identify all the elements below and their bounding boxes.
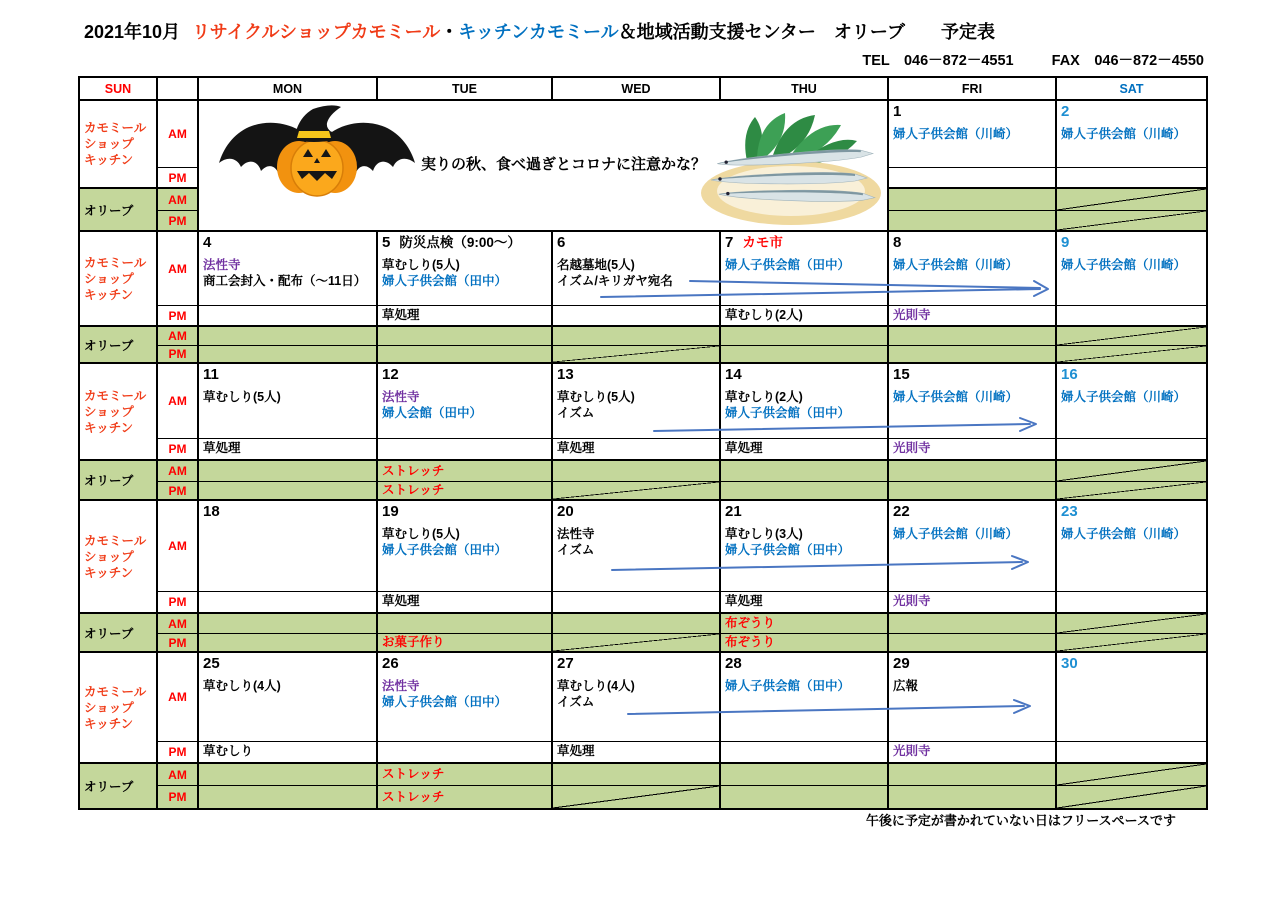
olive-am-day-6 (553, 327, 721, 346)
schedule-entry: 草むしり(5人) (382, 258, 460, 272)
olive-pm-day-22 (889, 634, 1057, 653)
olive-am-day-9 (1057, 327, 1206, 346)
shop-kitchen-label-week5 (80, 653, 158, 764)
olive-am-day-11 (199, 461, 378, 482)
shop-label-line: カモミール (84, 121, 147, 135)
olive-label-week5: オリーブ (80, 764, 158, 808)
header-TUE: TUE (378, 78, 553, 101)
olive-pm-day-16 (1057, 482, 1206, 501)
olive-pm-day-29 (889, 786, 1057, 808)
olive-pm-day-21 (721, 634, 889, 653)
day-25-am-cell (199, 653, 378, 742)
olive-pm-day-23 (1057, 634, 1206, 653)
date-note-5: 防災点検（9:00～） (399, 235, 521, 250)
day-12-am-cell (378, 364, 553, 439)
schedule-entry: 草むしり(5人) (557, 390, 635, 404)
day-11-pm-cell (199, 439, 378, 461)
olive-am-day-25 (199, 764, 378, 786)
olive-pm-day-8 (889, 346, 1057, 364)
schedule-entry: 法性寺 (382, 679, 420, 693)
olive-pm-day-4 (199, 346, 378, 364)
am-label-week3: AM (158, 364, 199, 439)
shop-label-line: キッチン (84, 287, 134, 302)
schedule-entry: ストレッチ (382, 483, 445, 498)
olive-pm-day-18 (199, 634, 378, 653)
day-25-pm-cell (199, 742, 378, 764)
olive-pm-day-1 (889, 211, 1057, 232)
schedule-entry: 婦人子供会館（川崎） (1061, 527, 1187, 541)
schedule-entry: 婦人子供会館（川崎） (893, 127, 1019, 141)
day-8-am-cell (889, 232, 1057, 306)
am-label-week1: AM (158, 101, 199, 168)
shop-label-line: キッチン (84, 565, 134, 580)
olive-pm-day-11 (199, 482, 378, 501)
schedule-entry: 婦人子供会館（川崎） (893, 258, 1019, 272)
shop-label-line: カモミール (84, 684, 147, 699)
olive-am-day-18 (199, 614, 378, 634)
day-1-pm-cell (889, 168, 1057, 189)
header-spacer (158, 78, 199, 101)
schedule-entry: 婦人子供会館（川崎） (1061, 127, 1187, 141)
olive-am-day-13 (553, 461, 721, 482)
day-1-am-cell (889, 101, 1057, 168)
olive-pm-day-15 (889, 482, 1057, 501)
olive-pm-day-6 (553, 346, 721, 364)
olive-am-day-20 (553, 614, 721, 634)
halloween-bat-pumpkin-icon (211, 105, 423, 197)
schedule-entry: 草処理 (557, 744, 595, 758)
shop-kitchen-label-week4 (80, 501, 158, 614)
olive-am-day-8 (889, 327, 1057, 346)
week1-banner-cell (199, 101, 889, 232)
schedule-entry: 草むしり (203, 744, 254, 758)
olive-am-label-week2: AM (158, 327, 199, 346)
olive-pm-day-13 (553, 482, 721, 501)
olive-am-label-week1: AM (158, 189, 199, 211)
day-13-pm-cell (553, 439, 721, 461)
day-9-am-cell (1057, 232, 1206, 306)
title-year-month: 2021年10月 (84, 22, 181, 42)
header-MON: MON (199, 78, 378, 101)
date-number-16: 16 (1061, 366, 1078, 383)
shop-label-line: ショップ (84, 137, 134, 151)
schedule-entry: 草むしり(5人) (203, 390, 281, 404)
schedule-entry: 法性寺 (557, 527, 595, 541)
olive-am-label-week4: AM (158, 614, 199, 634)
date-number-19: 19 (382, 503, 399, 520)
day-26-pm-cell (378, 742, 553, 764)
schedule-entry: 婦人子供会館（田中） (382, 274, 508, 288)
schedule-entry: 婦人子供会館（田中） (725, 406, 851, 420)
title-rest: ＆地域活動支援センター オリーブ 予定表 (618, 22, 995, 42)
olive-pm-label-week3: PM (158, 482, 199, 501)
olive-am-day-27 (553, 764, 721, 786)
day-23-pm-cell (1057, 592, 1206, 614)
olive-pm-label-week1: PM (158, 211, 199, 232)
olive-am-day-19 (378, 614, 553, 634)
pm-label-week3: PM (158, 439, 199, 461)
date-number-4: 4 (203, 234, 212, 251)
olive-label-week1: オリーブ (80, 189, 158, 232)
day-27-am-cell (553, 653, 721, 742)
pm-label-week5: PM (158, 742, 199, 764)
date-number-21: 21 (725, 503, 742, 520)
shop-label-line: キッチン (84, 716, 134, 731)
day-16-pm-cell (1057, 439, 1206, 461)
schedule-entry: 婦人子供会館（田中） (725, 543, 851, 557)
olive-am-day-26 (378, 764, 553, 786)
olive-pm-day-14 (721, 482, 889, 501)
olive-pm-day-25 (199, 786, 378, 808)
day-29-am-cell (889, 653, 1057, 742)
schedule-entry: 法性寺 (203, 258, 241, 272)
day-22-am-cell (889, 501, 1057, 592)
header-SAT: SAT (1057, 78, 1206, 101)
shop-label-line: カモミール (84, 388, 147, 403)
day-2-am-cell (1057, 101, 1206, 168)
olive-label-week2: オリーブ (80, 327, 158, 364)
day-20-pm-cell (553, 592, 721, 614)
schedule-entry: 婦人会館（田中） (382, 406, 483, 420)
schedule-entry: 草むしり(2人) (725, 390, 803, 404)
day-5-am-cell (378, 232, 553, 306)
header-THU: THU (721, 78, 889, 101)
am-label-week4: AM (158, 501, 199, 592)
olive-am-day-2 (1057, 189, 1206, 211)
schedule-entry: イズム (557, 695, 595, 709)
am-label-week2: AM (158, 232, 199, 306)
date-number-29: 29 (893, 655, 910, 672)
olive-pm-day-7 (721, 346, 889, 364)
day-9-pm-cell (1057, 306, 1206, 327)
olive-pm-day-27 (553, 786, 721, 808)
schedule-entry: 婦人子供会館（田中） (382, 695, 508, 709)
schedule-entry: 草処理 (725, 441, 763, 455)
day-5-pm-cell (378, 306, 553, 327)
day-20-am-cell (553, 501, 721, 592)
header-FRI: FRI (889, 78, 1057, 101)
schedule-entry: 草むしり(4人) (557, 679, 635, 693)
schedule-entry: 光則寺 (893, 308, 931, 322)
olive-pm-day-12 (378, 482, 553, 501)
schedule-entry: 婦人子供会館（田中） (382, 543, 508, 557)
day-8-pm-cell (889, 306, 1057, 327)
date-number-26: 26 (382, 655, 399, 672)
schedule-entry: 草処理 (557, 441, 595, 455)
olive-am-day-1 (889, 189, 1057, 211)
fax-number: FAX 046－872－4550 (1051, 53, 1204, 69)
date-number-15: 15 (893, 366, 910, 383)
schedule-entry: ストレッチ (382, 463, 445, 478)
date-number-27: 27 (557, 655, 574, 672)
shop-label-line: ショップ (84, 271, 134, 286)
footnote: 午後に予定が書かれていない日はフリースペースです (865, 813, 1176, 828)
olive-am-day-23 (1057, 614, 1206, 634)
day-28-am-cell (721, 653, 889, 742)
date-number-22: 22 (893, 503, 910, 520)
date-number-8: 8 (893, 234, 902, 251)
shop-kitchen-label-week1 (80, 101, 158, 189)
olive-am-day-5 (378, 327, 553, 346)
schedule-entry: 草処理 (382, 594, 420, 608)
pm-label-week4: PM (158, 592, 199, 614)
shop-kitchen-label-week3 (80, 364, 158, 461)
schedule-entry: 広報 (893, 679, 919, 693)
olive-am-day-22 (889, 614, 1057, 634)
day-26-am-cell (378, 653, 553, 742)
day-6-am-cell (553, 232, 721, 306)
day-18-am-cell (199, 501, 378, 592)
day-4-pm-cell (199, 306, 378, 327)
date-number-28: 28 (725, 655, 742, 672)
date-number-30: 30 (1061, 655, 1078, 672)
day-16-am-cell (1057, 364, 1206, 439)
title-separator: ・ (440, 22, 459, 42)
date-number-18: 18 (203, 503, 220, 520)
day-14-am-cell (721, 364, 889, 439)
olive-am-day-28 (721, 764, 889, 786)
schedule-entry: 婦人子供会館（川崎） (893, 527, 1019, 541)
date-number-14: 14 (725, 366, 742, 383)
header-WED: WED (553, 78, 721, 101)
date-number-1: 1 (893, 103, 902, 120)
date-number-6: 6 (557, 234, 566, 251)
olive-am-day-7 (721, 327, 889, 346)
olive-label-week3: オリーブ (80, 461, 158, 501)
shop-label-line: キッチン (84, 420, 134, 435)
page-title (84, 18, 995, 44)
schedule-entry: ストレッチ (382, 789, 445, 804)
day-7-am-cell (721, 232, 889, 306)
day-19-pm-cell (378, 592, 553, 614)
date-number-13: 13 (557, 366, 574, 383)
schedule-entry: 草むしり(2人) (725, 308, 803, 322)
schedule-entry: イズム (557, 543, 595, 557)
schedule-entry: 婦人子供会館（田中） (725, 258, 851, 272)
schedule-entry: 布ぞうり (725, 616, 776, 631)
olive-pm-day-5 (378, 346, 553, 364)
day-13-am-cell (553, 364, 721, 439)
date-number-11: 11 (203, 366, 219, 383)
pm-label-week2: PM (158, 306, 199, 327)
day-14-pm-cell (721, 439, 889, 461)
olive-am-day-30 (1057, 764, 1206, 786)
day-11-am-cell (199, 364, 378, 439)
tel-number: TEL 046－872－4551 (862, 53, 1014, 69)
schedule-entry: 商工会封入・配布（～11日） (203, 274, 367, 288)
olive-label-week4: オリーブ (80, 614, 158, 653)
calendar-table (78, 76, 1208, 810)
schedule-entry: 光則寺 (893, 594, 931, 608)
schedule-entry: 婦人子供会館（川崎） (1061, 390, 1187, 404)
title-kitchen-name: キッチンカモミール (458, 22, 619, 42)
schedule-entry: 草処理 (203, 441, 241, 455)
date-number-20: 20 (557, 503, 574, 520)
date-number-5: 5 (382, 234, 391, 251)
schedule-entry: 光則寺 (893, 441, 931, 455)
shop-label-line: カモミール (84, 255, 147, 270)
day-30-pm-cell (1057, 742, 1206, 764)
shop-label-line: キッチン (84, 153, 134, 167)
olive-am-day-12 (378, 461, 553, 482)
day-7-pm-cell (721, 306, 889, 327)
schedule-entry: 草むしり(5人) (382, 527, 460, 541)
schedule-entry: 光則寺 (893, 744, 931, 758)
olive-am-day-29 (889, 764, 1057, 786)
olive-pm-label-week4: PM (158, 634, 199, 653)
shop-label-line: ショップ (84, 404, 134, 419)
schedule-entry: 名越墓地(5人) (557, 258, 635, 272)
day-15-am-cell (889, 364, 1057, 439)
date-number-25: 25 (203, 655, 220, 672)
day-21-pm-cell (721, 592, 889, 614)
shop-label-line: ショップ (84, 700, 134, 715)
sanma-fish-plate-icon (697, 109, 885, 227)
olive-am-label-week3: AM (158, 461, 199, 482)
olive-am-label-week5: AM (158, 764, 199, 786)
shop-label-line: カモミール (84, 533, 147, 548)
date-number-23: 23 (1061, 503, 1078, 520)
day-18-pm-cell (199, 592, 378, 614)
date-number-12: 12 (382, 366, 399, 383)
schedule-entry: 草むしり(3人) (725, 527, 803, 541)
olive-pm-day-9 (1057, 346, 1206, 364)
date-number-2: 2 (1061, 103, 1070, 120)
seasonal-message: 実りの秋、食べ過ぎとコロナに注意かな？ (421, 156, 707, 173)
schedule-entry: 草むしり(4人) (203, 679, 281, 693)
shop-kitchen-label-week2 (80, 232, 158, 327)
schedule-entry: 婦人子供会館（田中） (725, 679, 851, 693)
schedule-entry: 婦人子供会館（川崎） (893, 390, 1019, 404)
day-12-pm-cell (378, 439, 553, 461)
olive-am-day-21 (721, 614, 889, 634)
olive-pm-day-20 (553, 634, 721, 653)
schedule-entry: 草処理 (382, 308, 420, 322)
olive-am-day-14 (721, 461, 889, 482)
header-SUN: SUN (80, 78, 158, 101)
schedule-entry: 草処理 (725, 594, 763, 608)
day-15-pm-cell (889, 439, 1057, 461)
day-23-am-cell (1057, 501, 1206, 592)
date-number-7: 7 (725, 234, 734, 251)
day-19-am-cell (378, 501, 553, 592)
day-30-am-cell (1057, 653, 1206, 742)
am-label-week5: AM (158, 653, 199, 742)
olive-pm-day-28 (721, 786, 889, 808)
day-6-pm-cell (553, 306, 721, 327)
day-21-am-cell (721, 501, 889, 592)
day-27-pm-cell (553, 742, 721, 764)
date-number-9: 9 (1061, 234, 1070, 251)
day-2-pm-cell (1057, 168, 1206, 189)
olive-am-day-16 (1057, 461, 1206, 482)
schedule-entry: ストレッチ (382, 767, 445, 782)
olive-pm-day-2 (1057, 211, 1206, 232)
olive-pm-day-26 (378, 786, 553, 808)
olive-pm-day-30 (1057, 786, 1206, 808)
shop-label-line: ショップ (84, 549, 134, 564)
schedule-entry: 婦人子供会館（川崎） (1061, 258, 1187, 272)
schedule-entry: イズム (557, 406, 595, 420)
olive-am-day-15 (889, 461, 1057, 482)
day-29-pm-cell (889, 742, 1057, 764)
schedule-entry: 法性寺 (382, 390, 420, 404)
day-22-pm-cell (889, 592, 1057, 614)
day-28-pm-cell (721, 742, 889, 764)
schedule-entry: お菓子作り (382, 635, 445, 650)
olive-pm-label-week2: PM (158, 346, 199, 364)
olive-pm-day-19 (378, 634, 553, 653)
olive-pm-label-week5: PM (158, 786, 199, 808)
contact-line (78, 49, 1204, 70)
title-shop-name: リサイクルショップカモミール (192, 22, 441, 42)
day-4-am-cell (199, 232, 378, 306)
pm-label-week1: PM (158, 168, 199, 189)
olive-am-day-4 (199, 327, 378, 346)
date-note-7: カモ市 (742, 235, 783, 250)
schedule-entry: イズム/キリガヤ宛名 (557, 274, 673, 288)
schedule-entry: 布ぞうり (725, 635, 776, 650)
